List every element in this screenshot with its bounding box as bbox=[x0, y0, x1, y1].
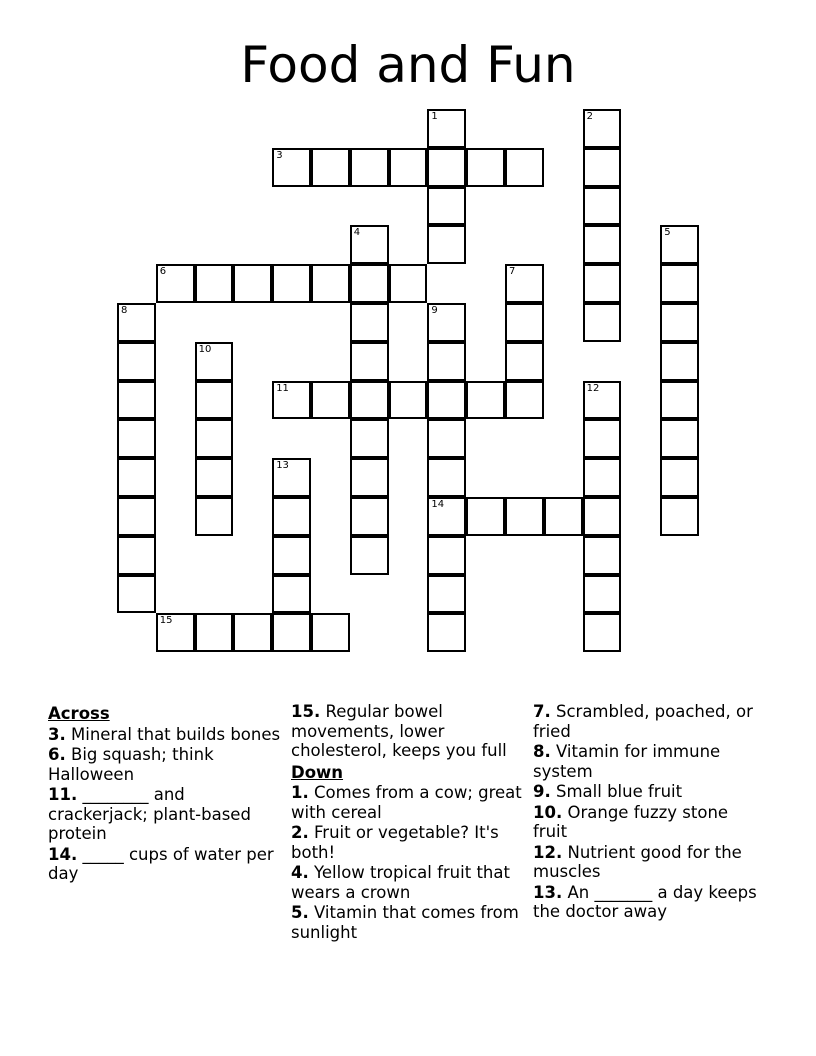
clue-number: 14 bbox=[431, 499, 445, 510]
clues-column-3 bbox=[533, 702, 763, 923]
grid-cell[interactable] bbox=[117, 419, 156, 458]
grid-cell[interactable] bbox=[427, 575, 466, 614]
clues-column-2 bbox=[291, 702, 527, 943]
clue-num: 5. bbox=[291, 903, 309, 922]
grid-cell[interactable] bbox=[427, 148, 466, 187]
clue-text: Nutrient good for the muscles bbox=[533, 842, 742, 881]
grid-cell[interactable] bbox=[466, 148, 505, 187]
puzzle-title: Food and Fun bbox=[240, 36, 576, 94]
clue-number: 15 bbox=[159, 615, 173, 627]
grid-cell[interactable] bbox=[233, 264, 272, 303]
clue-number: 12 bbox=[586, 382, 600, 394]
down-clue bbox=[533, 702, 763, 741]
grid-cell[interactable] bbox=[272, 381, 311, 420]
grid-cell[interactable] bbox=[156, 264, 195, 303]
clue-num: 4. bbox=[291, 863, 309, 882]
grid-cell[interactable] bbox=[427, 342, 466, 381]
grid-cell[interactable] bbox=[505, 148, 544, 187]
clue-number: 5 bbox=[664, 227, 671, 239]
down-clue bbox=[291, 863, 527, 902]
grid-cell[interactable] bbox=[350, 303, 389, 342]
clue-number: 7 bbox=[509, 266, 516, 278]
clue-text: Vitamin that comes from sunlight bbox=[291, 903, 519, 942]
down-clue bbox=[533, 803, 763, 842]
across-clue bbox=[291, 702, 527, 761]
grid-cell[interactable] bbox=[350, 497, 389, 536]
grid-cell[interactable] bbox=[583, 613, 622, 652]
clue-number: 8 bbox=[121, 305, 128, 316]
grid-cell[interactable] bbox=[660, 497, 699, 536]
grid-cell[interactable] bbox=[350, 264, 389, 303]
down-clue bbox=[533, 742, 763, 781]
clue-num: 1. bbox=[291, 783, 309, 802]
grid-cell[interactable] bbox=[583, 381, 622, 420]
grid-cell[interactable] bbox=[583, 303, 622, 342]
grid-cell[interactable] bbox=[272, 575, 311, 614]
grid-cell[interactable] bbox=[389, 264, 428, 303]
grid-cell[interactable] bbox=[427, 536, 466, 575]
across-clue bbox=[48, 745, 288, 784]
clue-text: Comes from a cow; great with cereal bbox=[291, 783, 522, 822]
grid-cell[interactable] bbox=[427, 225, 466, 264]
grid-cell[interactable] bbox=[195, 342, 234, 381]
down-clue bbox=[291, 783, 527, 822]
clue-num: 12. bbox=[533, 842, 563, 862]
clue-text: ________ and crackerjack; plant-based protein bbox=[48, 785, 251, 843]
clue-num: 6. bbox=[48, 745, 66, 764]
across-clue bbox=[48, 785, 288, 844]
grid-cell[interactable] bbox=[350, 458, 389, 497]
grid-cell[interactable] bbox=[505, 381, 544, 420]
grid-cell[interactable] bbox=[660, 419, 699, 458]
clue-num: 8. bbox=[533, 742, 551, 761]
clue-num: 2. bbox=[291, 823, 309, 842]
clue-num: 14. bbox=[48, 844, 78, 864]
grid-cell[interactable] bbox=[272, 264, 311, 303]
across-clue bbox=[48, 845, 288, 884]
grid-cell[interactable] bbox=[583, 458, 622, 497]
grid-cell[interactable] bbox=[389, 381, 428, 420]
down-clue bbox=[291, 903, 527, 942]
grid-cell[interactable] bbox=[660, 264, 699, 303]
grid-cell[interactable] bbox=[583, 109, 622, 148]
grid-cell[interactable] bbox=[583, 225, 622, 264]
grid-cell[interactable] bbox=[583, 264, 622, 303]
grid-cell[interactable] bbox=[583, 419, 622, 458]
down-clue bbox=[291, 823, 527, 862]
grid-cell[interactable] bbox=[544, 497, 583, 536]
grid-cell[interactable] bbox=[272, 148, 311, 187]
grid-cell[interactable] bbox=[505, 303, 544, 342]
clue-text: _____ cups of water per day bbox=[48, 844, 274, 883]
grid-cell[interactable] bbox=[660, 458, 699, 497]
grid-cell[interactable] bbox=[350, 419, 389, 458]
clue-text: Big squash; think Halloween bbox=[48, 745, 214, 784]
grid-cell[interactable] bbox=[660, 303, 699, 342]
grid-cell[interactable] bbox=[350, 342, 389, 381]
grid-cell[interactable] bbox=[466, 381, 505, 420]
grid-cell[interactable] bbox=[117, 497, 156, 536]
grid-cell[interactable] bbox=[195, 419, 234, 458]
clue-num: 9. bbox=[533, 782, 551, 801]
grid-cell[interactable] bbox=[350, 536, 389, 575]
clue-number: 11 bbox=[276, 382, 289, 394]
clue-text: Scrambled, poached, or fried bbox=[533, 702, 753, 741]
grid-cell[interactable] bbox=[583, 187, 622, 226]
grid-cell[interactable] bbox=[427, 419, 466, 458]
clue-num: 15. bbox=[291, 702, 321, 721]
clue-number: 13 bbox=[276, 460, 289, 472]
grid-cell[interactable] bbox=[427, 303, 466, 342]
across-clue bbox=[48, 725, 288, 745]
grid-cell[interactable] bbox=[583, 536, 622, 575]
down-heading: Down bbox=[291, 762, 344, 782]
down-clue bbox=[533, 883, 763, 922]
grid-cell[interactable] bbox=[389, 148, 428, 187]
grid-cell[interactable] bbox=[427, 497, 466, 536]
grid-cell[interactable] bbox=[583, 497, 622, 536]
clue-number: 1 bbox=[431, 111, 438, 122]
grid-cell[interactable] bbox=[660, 225, 699, 264]
grid-cell[interactable] bbox=[156, 613, 195, 652]
clue-text: An _______ a day keeps the doctor away bbox=[533, 882, 757, 921]
down-clue bbox=[533, 843, 763, 882]
grid-cell[interactable] bbox=[505, 342, 544, 381]
grid-cell[interactable] bbox=[311, 264, 350, 303]
clue-text: Small blue fruit bbox=[550, 782, 683, 801]
grid-cell[interactable] bbox=[195, 497, 234, 536]
clue-text: Yellow tropical fruit that wears a crown bbox=[291, 863, 510, 902]
clues-column-1 bbox=[48, 702, 288, 885]
clue-number: 6 bbox=[159, 266, 167, 278]
grid-cell[interactable] bbox=[195, 264, 234, 303]
clue-num: 10. bbox=[533, 802, 563, 822]
grid-cell[interactable] bbox=[117, 303, 156, 342]
grid-cell[interactable] bbox=[117, 575, 156, 614]
grid-cell[interactable] bbox=[350, 148, 389, 187]
grid-cell[interactable] bbox=[583, 148, 622, 187]
grid-cell[interactable] bbox=[117, 458, 156, 497]
clue-num: 13. bbox=[533, 882, 563, 902]
across-heading: Across bbox=[48, 704, 110, 723]
grid-cell[interactable] bbox=[583, 575, 622, 614]
grid-cell[interactable] bbox=[117, 381, 156, 420]
grid-cell[interactable] bbox=[311, 381, 350, 420]
grid-cell[interactable] bbox=[311, 148, 350, 187]
clue-number: 4 bbox=[353, 227, 361, 239]
grid-cell[interactable] bbox=[272, 536, 311, 575]
clue-number: 2 bbox=[586, 111, 593, 122]
grid-cell[interactable] bbox=[427, 613, 466, 652]
clue-num: 11. bbox=[48, 785, 78, 804]
clue-text: Fruit or vegetable? It's both! bbox=[291, 823, 499, 862]
grid-cell[interactable] bbox=[233, 613, 272, 652]
grid-cell[interactable] bbox=[505, 497, 544, 536]
grid-cell[interactable] bbox=[117, 536, 156, 575]
down-clue bbox=[533, 782, 763, 802]
clue-text: Regular bowel movements, lower cholesterol, keeps you full bbox=[291, 702, 507, 760]
grid-cell[interactable] bbox=[272, 613, 311, 652]
grid-cell[interactable] bbox=[466, 497, 505, 536]
grid-cell[interactable] bbox=[660, 342, 699, 381]
grid-cell[interactable] bbox=[350, 381, 389, 420]
clue-number: 10 bbox=[198, 343, 212, 355]
grid-cell[interactable] bbox=[660, 381, 699, 420]
grid-cell[interactable] bbox=[427, 458, 466, 497]
clue-num: 3. bbox=[48, 724, 66, 744]
grid-cell[interactable] bbox=[272, 497, 311, 536]
clue-num: 7. bbox=[533, 702, 551, 721]
grid-cell[interactable] bbox=[505, 264, 544, 303]
grid-cell[interactable] bbox=[311, 613, 350, 652]
clue-text: Vitamin for immune system bbox=[533, 742, 721, 781]
grid-cell[interactable] bbox=[427, 187, 466, 226]
grid-cell[interactable] bbox=[272, 458, 311, 497]
clue-text: Mineral that builds bones bbox=[65, 724, 281, 744]
grid-cell[interactable] bbox=[195, 458, 234, 497]
grid-cell[interactable] bbox=[350, 225, 389, 264]
grid-cell[interactable] bbox=[195, 613, 234, 652]
clue-number: 9 bbox=[431, 305, 438, 316]
clue-text: Orange fuzzy stone fruit bbox=[533, 802, 729, 841]
clue-number: 3 bbox=[276, 149, 283, 161]
grid-cell[interactable] bbox=[117, 342, 156, 381]
grid-cell[interactable] bbox=[427, 109, 466, 148]
grid-cell[interactable] bbox=[195, 381, 234, 420]
grid-cell[interactable] bbox=[427, 381, 466, 420]
